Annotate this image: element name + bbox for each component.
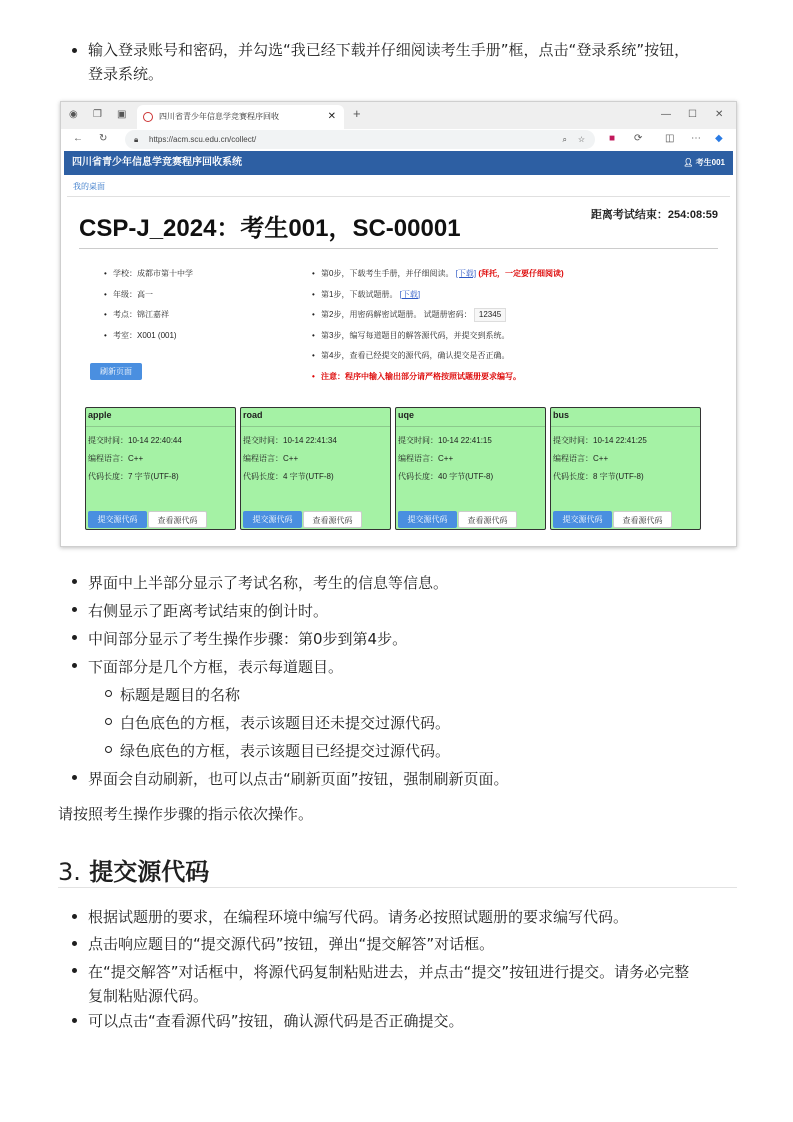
info-grade: • 年级：高一 — [104, 285, 193, 306]
problem-card: bus 提交时间：10-14 22:41:25 编程语言：C++ 代码长度：8 字节(UTF-8) 提交源代码 查看源代码 — [550, 407, 701, 530]
minimize-icon[interactable]: — — [661, 109, 671, 120]
divider — [79, 248, 718, 249]
list-item: 绿色底色的方框，表示该题目已经提交过源代码。 — [72, 737, 509, 765]
reload-icon[interactable]: ↻ — [99, 133, 108, 144]
list-item: 下面部分是几个方框，表示每道题目。 — [72, 653, 509, 681]
submit-code-button[interactable]: 提交源代码 — [398, 511, 457, 528]
steps-list — [312, 264, 564, 387]
view-code-button[interactable]: 查看源代码 — [613, 511, 672, 528]
lock-icon: 🔒︎ — [134, 135, 139, 144]
favorite-star-icon[interactable]: ☆ — [577, 135, 585, 144]
section-list — [72, 904, 689, 1035]
step-2: • 第2步，用密码解密试题册。 试题册密码： 12345 — [312, 305, 564, 326]
download-problems-link[interactable]: [下载] — [399, 289, 421, 299]
search-icon[interactable]: ⌕ — [562, 135, 567, 144]
intro-list — [72, 38, 689, 86]
list-item: 界面会自动刷新，也可以点击“刷新页面”按钮，强制刷新页面。 — [72, 765, 509, 793]
tab-actions-icon[interactable]: ▣ — [117, 109, 127, 120]
list-item: 可以点击“查看源代码”按钮，确认源代码是否正确提交。 — [72, 1008, 689, 1035]
step-1: • 第1步，下载试题册。 [下载] — [312, 285, 564, 306]
list-item: 根据试题册的要求，在编程环境中编写代码。请务必按照试题册的要求编写代码。 — [72, 904, 689, 931]
countdown: 距离考试结束：254:08:59 — [590, 209, 718, 221]
user-menu[interactable]: 👤︎ 考生001 — [683, 158, 725, 167]
step-4: • 第4步，查看已经提交的源代码，确认提交是否正确。 — [312, 346, 564, 367]
submit-code-button[interactable]: 提交源代码 — [88, 511, 147, 528]
list-item: 点击响应题目的“提交源代码”按钮，弹出“提交解答”对话框。 — [72, 931, 689, 958]
new-tab-icon[interactable]: + — [353, 106, 361, 121]
refresh-button[interactable]: 刷新页面 — [90, 363, 142, 380]
student-info-list — [104, 264, 193, 346]
split-screen-icon[interactable]: ◫ — [665, 133, 675, 144]
list-item: 中间部分显示了考生操作步骤：第0步到第4步。 — [72, 625, 509, 653]
back-icon[interactable]: ← — [73, 133, 83, 144]
address-bar — [61, 129, 736, 151]
more-icon[interactable]: ⋯ — [691, 133, 701, 144]
step-note: • 注意：程序中输入输出部分请严格按照试题册要求编写。 — [312, 367, 564, 388]
list-item: 右侧显示了距离考试结束的倒计时。 — [72, 597, 509, 625]
app-header: 四川省青少年信息学竞赛程序回收系统 👤︎ 考生001 — [64, 151, 733, 175]
maximize-icon[interactable]: ☐ — [688, 109, 697, 120]
info-school: • 学校：成都市第十中学 — [104, 264, 193, 285]
refresh-extension-icon[interactable]: ⟳ — [634, 133, 643, 144]
site-favicon-icon — [143, 112, 153, 122]
page-title: CSP-J_2024：考生001，SC-00001 — [79, 215, 461, 242]
workspaces-icon[interactable]: ❐ — [93, 109, 102, 120]
view-code-button[interactable]: 查看源代码 — [303, 511, 362, 528]
step-3: • 第3步，编写每道题目的解答源代码，并提交到系统。 — [312, 326, 564, 347]
browser-tabbar — [61, 102, 736, 129]
problem-card: apple 提交时间：10-14 22:40:44 编程语言：C++ 代码长度：7 字节(UTF-8) 提交源代码 查看源代码 — [85, 407, 236, 530]
tab-desktop[interactable]: 我的桌面 — [73, 182, 105, 191]
list-item: 输入登录账号和密码，并勾选“我已经下载并仔细阅读考生手册”框，点击“登录系统”按钮， 登录系统。 — [72, 38, 689, 86]
browser-screenshot — [60, 101, 737, 547]
view-code-button[interactable]: 查看源代码 — [458, 511, 517, 528]
problem-card: uqe 提交时间：10-14 22:41:15 编程语言：C++ 代码长度：40 字节(UTF-8) 提交源代码 查看源代码 — [395, 407, 546, 530]
user-icon: 👤︎ — [683, 158, 694, 167]
extension-icon[interactable]: ■ — [609, 133, 616, 144]
divider — [58, 887, 737, 888]
list-item: 在“提交解答”对话框中，将源代码复制粘贴进去，并点击“提交”按钮进行提交。请务必完整 复制粘贴源代码。 — [72, 958, 689, 1008]
instruction-text: 请按照考生操作步骤的指示依次操作。 — [58, 805, 314, 823]
copilot-icon[interactable]: ◆ — [715, 133, 723, 144]
list-item: 界面中上半部分显示了考试名称，考生的信息等信息。 — [72, 569, 509, 597]
profile-icon[interactable]: ◉ — [69, 109, 78, 120]
list-item: 白色底色的方框，表示该题目还未提交过源代码。 — [72, 709, 509, 737]
submit-code-button[interactable]: 提交源代码 — [553, 511, 612, 528]
step-0: • 第0步，下载考生手册，并仔细阅读。 [下载] (拜托，一定要仔细阅读) — [312, 264, 564, 285]
divider — [67, 196, 730, 197]
browser-tab[interactable]: 四川省青少年信息学竞赛程序回收 ✕ — [137, 105, 344, 129]
info-site: • 考点：锦江嘉祥 — [104, 305, 193, 326]
info-room: • 考室：X001 (001) — [104, 326, 193, 347]
description-list — [72, 569, 509, 793]
list-item: 标题是题目的名称 — [72, 681, 509, 709]
problem-card: road 提交时间：10-14 22:41:34 编程语言：C++ 代码长度：4 字节(UTF-8) 提交源代码 查看源代码 — [240, 407, 391, 530]
section-heading: 3. 提交源代码 — [58, 858, 210, 886]
download-manual-link[interactable]: [下载] — [455, 269, 477, 278]
close-tab-icon[interactable]: ✕ — [327, 111, 336, 122]
url-input[interactable]: 🔒︎ https://acm.scu.edu.cn/collect/ ⌕ ☆ — [125, 130, 595, 149]
close-window-icon[interactable]: ✕ — [715, 109, 724, 120]
submit-code-button[interactable]: 提交源代码 — [243, 511, 302, 528]
password-code: 12345 — [474, 308, 506, 322]
view-code-button[interactable]: 查看源代码 — [148, 511, 207, 528]
